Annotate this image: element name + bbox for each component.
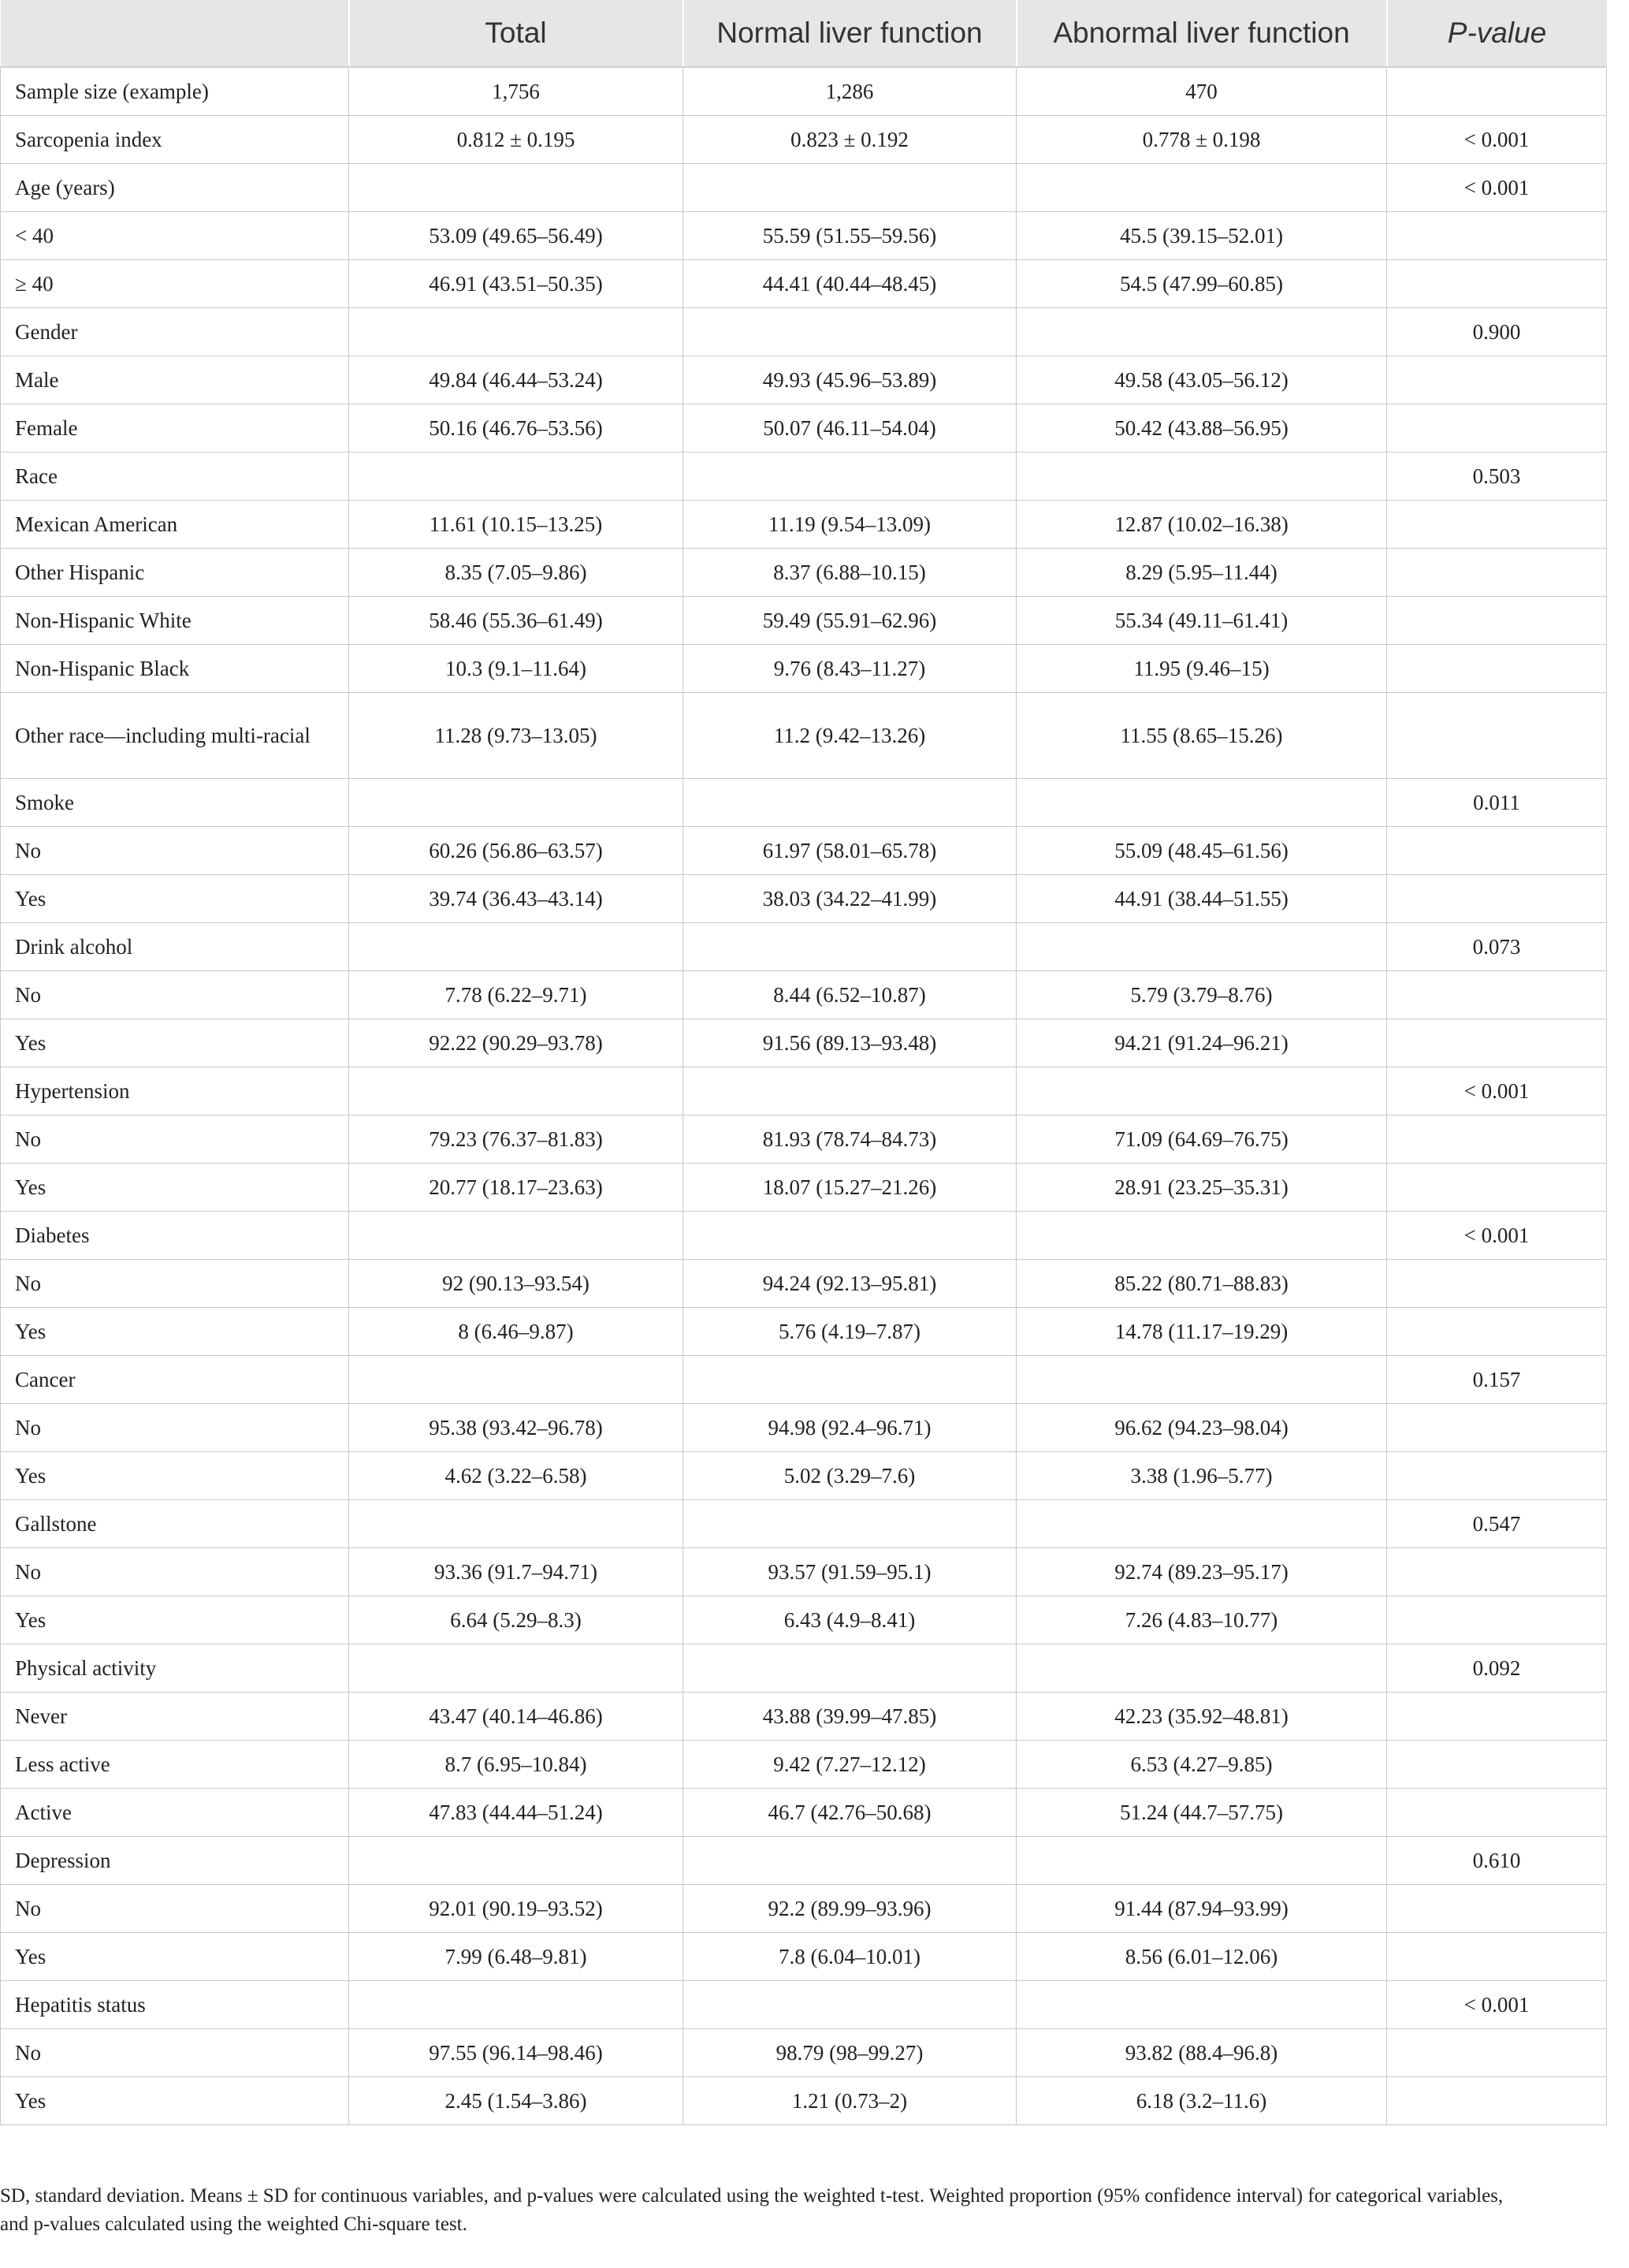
row-label: Yes [1, 1308, 349, 1356]
row-label: Female [1, 404, 349, 452]
cell-abnormal: 6.53 (4.27–9.85) [1017, 1741, 1387, 1789]
cell-normal: 8.44 (6.52–10.87) [683, 971, 1017, 1019]
cell-abnormal [1017, 1644, 1387, 1693]
cell-normal: 93.57 (91.59–95.1) [683, 1548, 1017, 1596]
cell-abnormal: 14.78 (11.17–19.29) [1017, 1308, 1387, 1356]
cell-p-value: 0.073 [1387, 923, 1607, 971]
cell-p-value [1387, 1789, 1607, 1837]
cell-p-value [1387, 1115, 1607, 1164]
cell-total: 43.47 (40.14–46.86) [349, 1693, 683, 1741]
cell-total [349, 779, 683, 827]
cell-total: 7.78 (6.22–9.71) [349, 971, 683, 1019]
cell-normal [683, 779, 1017, 827]
row-label: No [1, 1548, 349, 1596]
cell-total: 0.812 ± 0.195 [349, 116, 683, 164]
cell-total: 79.23 (76.37–81.83) [349, 1115, 683, 1164]
cell-normal: 94.98 (92.4–96.71) [683, 1404, 1017, 1452]
cell-normal: 1,286 [683, 67, 1017, 116]
cell-abnormal: 11.55 (8.65–15.26) [1017, 693, 1387, 779]
cell-abnormal: 8.29 (5.95–11.44) [1017, 549, 1387, 597]
row-label: Yes [1, 1019, 349, 1067]
cell-total: 49.84 (46.44–53.24) [349, 356, 683, 404]
row-label: Race [1, 452, 349, 501]
cell-p-value: < 0.001 [1387, 1212, 1607, 1260]
cell-normal: 9.76 (8.43–11.27) [683, 645, 1017, 693]
table-row [1, 1019, 1607, 1067]
cell-normal: 11.2 (9.42–13.26) [683, 693, 1017, 779]
table-body [1, 67, 1607, 2125]
cell-abnormal: 55.09 (48.45–61.56) [1017, 827, 1387, 875]
cell-p-value [1387, 645, 1607, 693]
table-row [1, 549, 1607, 597]
cell-total: 58.46 (55.36–61.49) [349, 597, 683, 645]
table-row [1, 1789, 1607, 1837]
table-row [1, 971, 1607, 1019]
cell-normal: 94.24 (92.13–95.81) [683, 1260, 1017, 1308]
cell-p-value [1387, 875, 1607, 923]
cell-abnormal: 94.21 (91.24–96.21) [1017, 1019, 1387, 1067]
table-row [1, 875, 1607, 923]
row-label: No [1, 1260, 349, 1308]
table-row [1, 308, 1607, 356]
table-row [1, 693, 1607, 779]
cell-p-value [1387, 67, 1607, 116]
cell-p-value: < 0.001 [1387, 1981, 1607, 2029]
cell-abnormal: 5.79 (3.79–8.76) [1017, 971, 1387, 1019]
cell-p-value: 0.092 [1387, 1644, 1607, 1693]
table-row [1, 597, 1607, 645]
cell-total: 8.35 (7.05–9.86) [349, 549, 683, 597]
cell-total: 95.38 (93.42–96.78) [349, 1404, 683, 1452]
cell-normal: 49.93 (45.96–53.89) [683, 356, 1017, 404]
header-normal: Normal liver function [683, 0, 1017, 67]
cell-normal: 18.07 (15.27–21.26) [683, 1164, 1017, 1212]
cell-p-value [1387, 260, 1607, 308]
footnote-line-2: and p-values calculated using the weighted Chi-square test. [0, 2214, 467, 2235]
row-label: No [1, 1115, 349, 1164]
row-label: Hepatitis status [1, 1981, 349, 2029]
cell-normal: 8.37 (6.88–10.15) [683, 549, 1017, 597]
cell-normal: 5.76 (4.19–7.87) [683, 1308, 1017, 1356]
table-row [1, 67, 1607, 116]
cell-total [349, 452, 683, 501]
cell-p-value: < 0.001 [1387, 164, 1607, 212]
cell-p-value [1387, 1404, 1607, 1452]
cell-abnormal [1017, 1212, 1387, 1260]
row-label: Active [1, 1789, 349, 1837]
cell-abnormal: 8.56 (6.01–12.06) [1017, 1933, 1387, 1981]
cell-p-value [1387, 212, 1607, 260]
cell-abnormal: 6.18 (3.2–11.6) [1017, 2077, 1387, 2125]
cell-p-value [1387, 1548, 1607, 1596]
header-blank [1, 0, 349, 67]
table-row [1, 645, 1607, 693]
table-row [1, 356, 1607, 404]
cell-total [349, 164, 683, 212]
table-row [1, 1452, 1607, 1500]
table-row [1, 1596, 1607, 1644]
cell-abnormal [1017, 1837, 1387, 1885]
table-row [1, 501, 1607, 549]
cell-p-value [1387, 1308, 1607, 1356]
table-row [1, 212, 1607, 260]
cell-normal: 5.02 (3.29–7.6) [683, 1452, 1017, 1500]
row-label: Yes [1, 1164, 349, 1212]
table-row [1, 1356, 1607, 1404]
cell-normal: 55.59 (51.55–59.56) [683, 212, 1017, 260]
cell-abnormal: 55.34 (49.11–61.41) [1017, 597, 1387, 645]
cell-total: 4.62 (3.22–6.58) [349, 1452, 683, 1500]
table-row [1, 1500, 1607, 1548]
cell-p-value [1387, 1019, 1607, 1067]
cell-p-value [1387, 1596, 1607, 1644]
header-p-value: P-value [1387, 0, 1607, 67]
cell-normal: 7.8 (6.04–10.01) [683, 1933, 1017, 1981]
cell-total: 47.83 (44.44–51.24) [349, 1789, 683, 1837]
cell-normal [683, 452, 1017, 501]
cell-total: 2.45 (1.54–3.86) [349, 2077, 683, 2125]
table-row [1, 1644, 1607, 1693]
cell-abnormal: 49.58 (43.05–56.12) [1017, 356, 1387, 404]
cell-total: 46.91 (43.51–50.35) [349, 260, 683, 308]
row-label: Gender [1, 308, 349, 356]
cell-total: 50.16 (46.76–53.56) [349, 404, 683, 452]
row-label: No [1, 1404, 349, 1452]
cell-p-value [1387, 404, 1607, 452]
cell-normal: 11.19 (9.54–13.09) [683, 501, 1017, 549]
cell-total [349, 1981, 683, 2029]
table-row [1, 404, 1607, 452]
cell-p-value: 0.610 [1387, 1837, 1607, 1885]
row-label: Other race—including multi-racial [1, 693, 349, 779]
cell-p-value: 0.157 [1387, 1356, 1607, 1404]
row-label: Yes [1, 1596, 349, 1644]
row-label: Non-Hispanic Black [1, 645, 349, 693]
cell-p-value [1387, 549, 1607, 597]
cell-p-value [1387, 356, 1607, 404]
table-row [1, 1260, 1607, 1308]
cell-abnormal: 51.24 (44.7–57.75) [1017, 1789, 1387, 1837]
cell-abnormal: 93.82 (88.4–96.8) [1017, 2029, 1387, 2077]
cell-normal [683, 1837, 1017, 1885]
cell-abnormal: 71.09 (64.69–76.75) [1017, 1115, 1387, 1164]
cell-abnormal: 7.26 (4.83–10.77) [1017, 1596, 1387, 1644]
cell-abnormal: 0.778 ± 0.198 [1017, 116, 1387, 164]
cell-abnormal: 3.38 (1.96–5.77) [1017, 1452, 1387, 1500]
table-row [1, 452, 1607, 501]
cell-p-value [1387, 1885, 1607, 1933]
cell-p-value: < 0.001 [1387, 1067, 1607, 1115]
cell-normal: 43.88 (39.99–47.85) [683, 1693, 1017, 1741]
table-row [1, 779, 1607, 827]
cell-normal: 92.2 (89.99–93.96) [683, 1885, 1017, 1933]
cell-p-value: 0.900 [1387, 308, 1607, 356]
table-row [1, 1981, 1607, 2029]
row-label: Physical activity [1, 1644, 349, 1693]
cell-total [349, 923, 683, 971]
cell-abnormal: 44.91 (38.44–51.55) [1017, 875, 1387, 923]
table-row [1, 1212, 1607, 1260]
table-row [1, 1115, 1607, 1164]
cell-p-value: 0.011 [1387, 779, 1607, 827]
cell-total: 10.3 (9.1–11.64) [349, 645, 683, 693]
header-abnormal: Abnormal liver function [1017, 0, 1387, 67]
cell-total: 60.26 (56.86–63.57) [349, 827, 683, 875]
cell-total: 11.61 (10.15–13.25) [349, 501, 683, 549]
cell-p-value [1387, 2077, 1607, 2125]
cell-p-value [1387, 1452, 1607, 1500]
table-row [1, 1933, 1607, 1981]
cell-normal: 38.03 (34.22–41.99) [683, 875, 1017, 923]
cell-normal: 9.42 (7.27–12.12) [683, 1741, 1017, 1789]
row-label: Less active [1, 1741, 349, 1789]
cell-total: 97.55 (96.14–98.46) [349, 2029, 683, 2077]
cell-abnormal: 28.91 (23.25–35.31) [1017, 1164, 1387, 1212]
cell-normal: 44.41 (40.44–48.45) [683, 260, 1017, 308]
cell-total: 7.99 (6.48–9.81) [349, 1933, 683, 1981]
row-label: Yes [1, 1933, 349, 1981]
cell-normal: 61.97 (58.01–65.78) [683, 827, 1017, 875]
cell-total: 6.64 (5.29–8.3) [349, 1596, 683, 1644]
row-label: ≥ 40 [1, 260, 349, 308]
table-row [1, 1404, 1607, 1452]
cell-p-value [1387, 2029, 1607, 2077]
cell-p-value [1387, 693, 1607, 779]
cell-normal: 81.93 (78.74–84.73) [683, 1115, 1017, 1164]
cell-normal [683, 923, 1017, 971]
row-label: Male [1, 356, 349, 404]
cell-abnormal: 45.5 (39.15–52.01) [1017, 212, 1387, 260]
cell-normal: 98.79 (98–99.27) [683, 2029, 1017, 2077]
cell-total: 93.36 (91.7–94.71) [349, 1548, 683, 1596]
cell-abnormal: 96.62 (94.23–98.04) [1017, 1404, 1387, 1452]
table-row [1, 164, 1607, 212]
row-label: Yes [1, 2077, 349, 2125]
cell-total [349, 1212, 683, 1260]
cell-normal: 46.7 (42.76–50.68) [683, 1789, 1017, 1837]
table-row [1, 116, 1607, 164]
table-row [1, 1837, 1607, 1885]
cell-normal: 59.49 (55.91–62.96) [683, 597, 1017, 645]
row-label: Age (years) [1, 164, 349, 212]
cell-p-value: 0.547 [1387, 1500, 1607, 1548]
cell-abnormal [1017, 1356, 1387, 1404]
cell-total: 53.09 (49.65–56.49) [349, 212, 683, 260]
row-label: Cancer [1, 1356, 349, 1404]
table-row [1, 1308, 1607, 1356]
cell-abnormal: 54.5 (47.99–60.85) [1017, 260, 1387, 308]
cell-p-value [1387, 1741, 1607, 1789]
table-row [1, 827, 1607, 875]
row-label: < 40 [1, 212, 349, 260]
cell-abnormal [1017, 1067, 1387, 1115]
cell-normal [683, 164, 1017, 212]
cell-normal: 6.43 (4.9–8.41) [683, 1596, 1017, 1644]
cell-abnormal [1017, 452, 1387, 501]
cell-normal [683, 1644, 1017, 1693]
cell-abnormal: 12.87 (10.02–16.38) [1017, 501, 1387, 549]
cell-normal: 0.823 ± 0.192 [683, 116, 1017, 164]
row-label: Smoke [1, 779, 349, 827]
cell-abnormal: 92.74 (89.23–95.17) [1017, 1548, 1387, 1596]
row-label: Mexican American [1, 501, 349, 549]
cell-p-value [1387, 1693, 1607, 1741]
cell-p-value [1387, 827, 1607, 875]
cell-abnormal [1017, 779, 1387, 827]
row-label: Non-Hispanic White [1, 597, 349, 645]
cell-abnormal: 11.95 (9.46–15) [1017, 645, 1387, 693]
cell-total: 92.01 (90.19–93.52) [349, 1885, 683, 1933]
cell-normal [683, 1356, 1017, 1404]
cell-normal [683, 1212, 1017, 1260]
cell-total: 11.28 (9.73–13.05) [349, 693, 683, 779]
table-row [1, 1741, 1607, 1789]
cell-total: 1,756 [349, 67, 683, 116]
footnote-line-1: SD, standard deviation. Means ± SD for continuous variables, and p-values were calculated using the weighted t-test. Weighted proportion (95% confidence interval) for categorical variables, [0, 2185, 1504, 2207]
row-label: No [1, 971, 349, 1019]
row-label: Sample size (example) [1, 67, 349, 116]
header-total: Total [349, 0, 683, 67]
cell-normal [683, 308, 1017, 356]
table-row [1, 1885, 1607, 1933]
cell-p-value [1387, 1260, 1607, 1308]
cell-abnormal: 85.22 (80.71–88.83) [1017, 1260, 1387, 1308]
row-label: No [1, 827, 349, 875]
cell-abnormal [1017, 308, 1387, 356]
cell-abnormal: 91.44 (87.94–93.99) [1017, 1885, 1387, 1933]
cell-total: 8 (6.46–9.87) [349, 1308, 683, 1356]
cell-normal: 1.21 (0.73–2) [683, 2077, 1017, 2125]
cell-abnormal [1017, 1981, 1387, 2029]
cell-total [349, 1644, 683, 1693]
cell-abnormal [1017, 164, 1387, 212]
cell-p-value [1387, 1164, 1607, 1212]
row-label: Yes [1, 1452, 349, 1500]
cell-p-value [1387, 971, 1607, 1019]
row-label: Hypertension [1, 1067, 349, 1115]
cell-total [349, 1837, 683, 1885]
row-label: Never [1, 1693, 349, 1741]
cell-p-value [1387, 597, 1607, 645]
table-row [1, 1548, 1607, 1596]
cell-p-value: < 0.001 [1387, 116, 1607, 164]
cell-normal: 50.07 (46.11–54.04) [683, 404, 1017, 452]
cell-total: 20.77 (18.17–23.63) [349, 1164, 683, 1212]
table-row [1, 923, 1607, 971]
cell-p-value [1387, 501, 1607, 549]
cell-abnormal: 42.23 (35.92–48.81) [1017, 1693, 1387, 1741]
row-label: Other Hispanic [1, 549, 349, 597]
table-row [1, 260, 1607, 308]
cell-total [349, 308, 683, 356]
row-label: No [1, 2029, 349, 2077]
cell-abnormal [1017, 1500, 1387, 1548]
table-row [1, 2077, 1607, 2125]
cell-total: 39.74 (36.43–43.14) [349, 875, 683, 923]
cell-total: 8.7 (6.95–10.84) [349, 1741, 683, 1789]
cell-total [349, 1356, 683, 1404]
cell-normal [683, 1981, 1017, 2029]
cell-p-value [1387, 1933, 1607, 1981]
cell-abnormal [1017, 923, 1387, 971]
row-label: Sarcopenia index [1, 116, 349, 164]
cell-normal [683, 1500, 1017, 1548]
table-header [1, 0, 1607, 67]
cell-p-value: 0.503 [1387, 452, 1607, 501]
row-label: Depression [1, 1837, 349, 1885]
row-label: No [1, 1885, 349, 1933]
cell-total [349, 1500, 683, 1548]
row-label: Gallstone [1, 1500, 349, 1548]
cell-total [349, 1067, 683, 1115]
row-label: Diabetes [1, 1212, 349, 1260]
table-row [1, 1164, 1607, 1212]
cell-abnormal: 470 [1017, 67, 1387, 116]
cell-total: 92 (90.13–93.54) [349, 1260, 683, 1308]
table-row [1, 1693, 1607, 1741]
cell-total: 92.22 (90.29–93.78) [349, 1019, 683, 1067]
row-label: Yes [1, 875, 349, 923]
cell-normal: 91.56 (89.13–93.48) [683, 1019, 1017, 1067]
cell-abnormal: 50.42 (43.88–56.95) [1017, 404, 1387, 452]
cell-normal [683, 1067, 1017, 1115]
table-footnote [0, 2182, 1623, 2239]
table-row [1, 1067, 1607, 1115]
row-label: Drink alcohol [1, 923, 349, 971]
table-row [1, 2029, 1607, 2077]
